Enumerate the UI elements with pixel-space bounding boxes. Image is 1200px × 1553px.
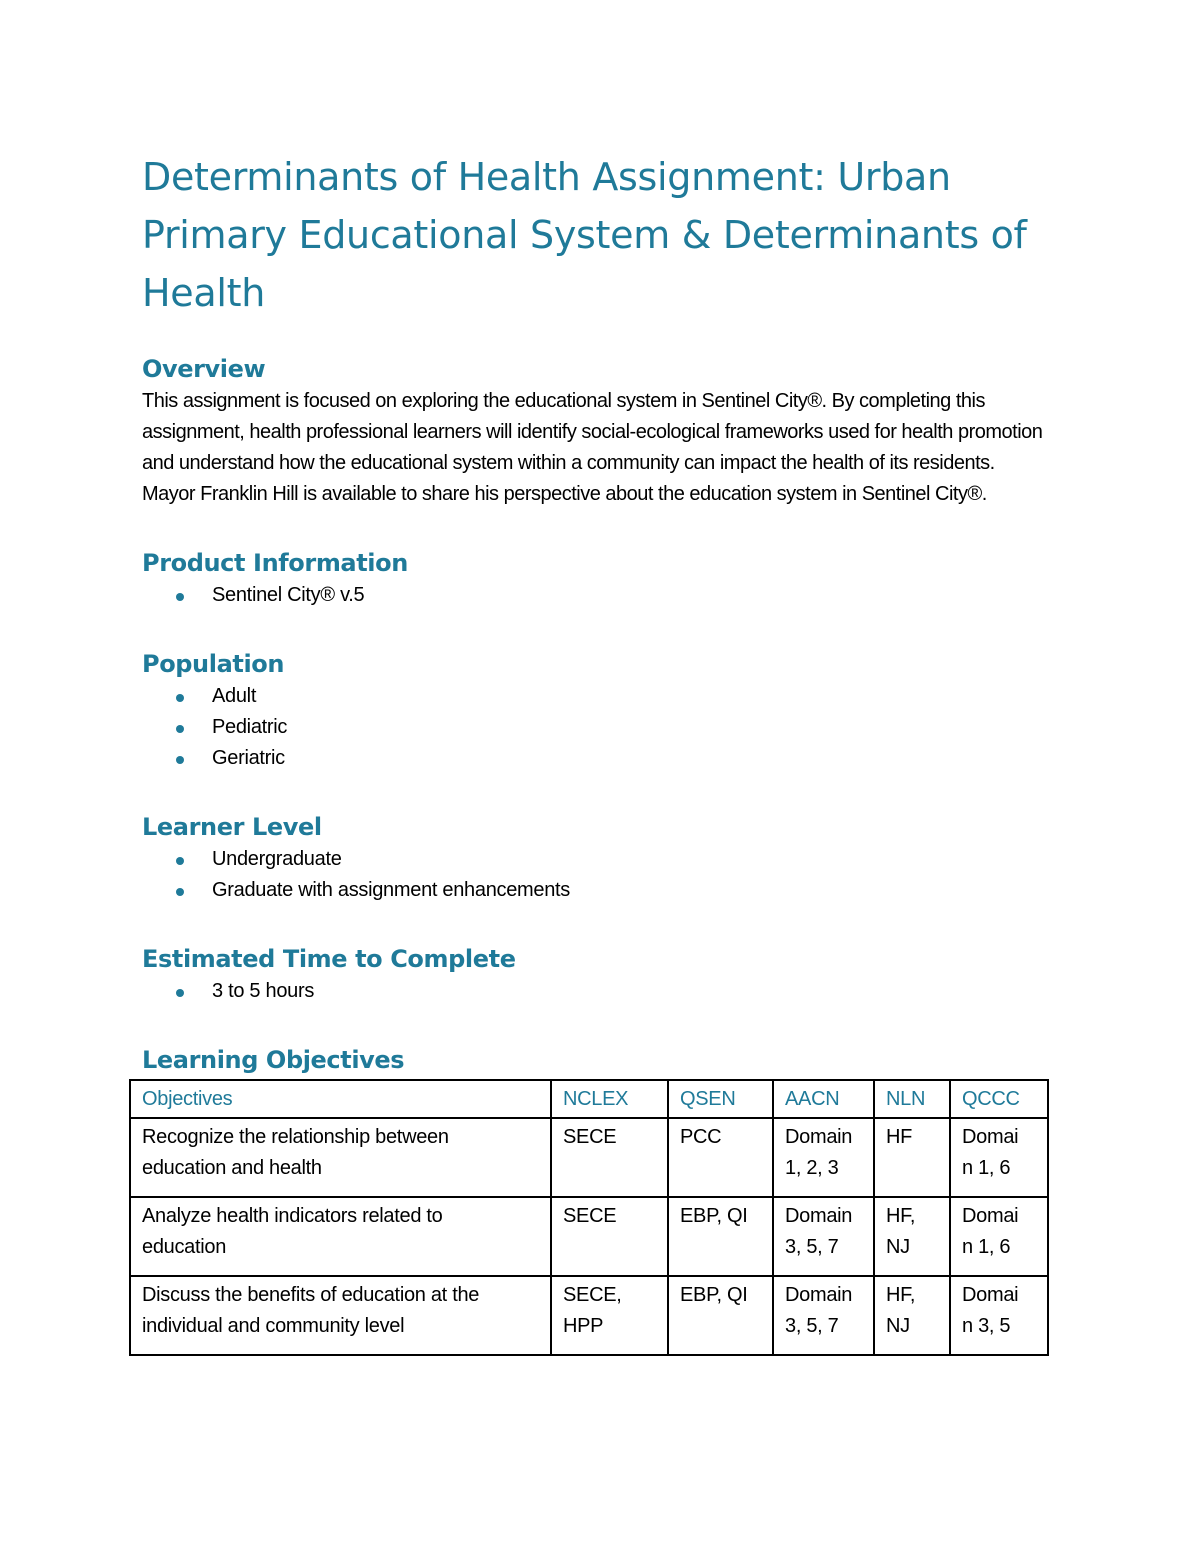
- list-item: [142, 681, 1052, 712]
- cell-text: EBP, QI: [680, 1205, 748, 1227]
- qsen-cell: [668, 1276, 773, 1355]
- objective-cell: [130, 1118, 551, 1197]
- product-item-text: Sentinel City® v.5: [212, 584, 365, 606]
- nln-cell: [874, 1118, 950, 1197]
- bullet-icon: [176, 756, 184, 764]
- cell-text: n 1, 6: [962, 1236, 1011, 1258]
- cell-text: Domai: [962, 1205, 1019, 1227]
- table-row: [130, 1276, 1048, 1355]
- cell-text: education and health: [142, 1157, 322, 1179]
- objective-cell: [130, 1197, 551, 1276]
- cell-text: NJ: [886, 1236, 910, 1258]
- list-item: [142, 844, 1052, 875]
- column-header-nclex: NCLEX: [551, 1080, 668, 1118]
- column-header-objectives: Objectives: [130, 1080, 551, 1118]
- population-heading: Population: [142, 650, 285, 678]
- cell-text: SECE: [563, 1126, 617, 1148]
- cell-text: 1, 2, 3: [785, 1157, 839, 1179]
- learning-objectives-heading: Learning Objectives: [142, 1046, 405, 1074]
- cell-text: HF: [886, 1126, 913, 1148]
- cell-text: HPP: [563, 1315, 604, 1337]
- estimated-time-item-text: 3 to 5 hours: [212, 980, 315, 1002]
- cell-text: HF,: [886, 1205, 916, 1227]
- aacn-cell: [773, 1276, 874, 1355]
- aacn-cell: [773, 1197, 874, 1276]
- cell-text: Domai: [962, 1126, 1019, 1148]
- column-header-qccc: QCCC: [950, 1080, 1048, 1118]
- title-line-3: Health: [142, 271, 265, 315]
- column-header-nln: NLN: [874, 1080, 950, 1118]
- table-row: [130, 1197, 1048, 1276]
- bullet-icon: [176, 989, 184, 997]
- aacn-cell: [773, 1118, 874, 1197]
- cell-text: Discuss the benefits of education at the: [142, 1284, 480, 1306]
- cell-text: 3, 5, 7: [785, 1236, 839, 1258]
- overview-heading: Overview: [142, 355, 266, 383]
- list-item: [142, 712, 1052, 743]
- list-item: [142, 580, 1052, 611]
- product-information-heading: Product Information: [142, 549, 408, 577]
- list-item: [142, 976, 1052, 1007]
- table-header-row: [130, 1080, 1048, 1118]
- objective-cell: [130, 1276, 551, 1355]
- table-row: [130, 1118, 1048, 1197]
- population-item-text: Pediatric: [212, 716, 288, 738]
- qsen-cell: [668, 1197, 773, 1276]
- learner-level-item-text: Graduate with assignment enhancements: [212, 879, 571, 901]
- cell-text: n 3, 5: [962, 1315, 1011, 1337]
- nclex-cell: [551, 1276, 668, 1355]
- cell-text: HF,: [886, 1284, 916, 1306]
- cell-text: n 1, 6: [962, 1157, 1011, 1179]
- bullet-icon: [176, 694, 184, 702]
- population-item-text: Adult: [212, 685, 257, 707]
- cell-text: PCC: [680, 1126, 722, 1148]
- cell-text: education: [142, 1236, 227, 1258]
- column-header-aacn: AACN: [773, 1080, 874, 1118]
- qsen-cell: [668, 1118, 773, 1197]
- nclex-cell: [551, 1197, 668, 1276]
- document-page: [142, 148, 1052, 1356]
- overview-paragraph: This assignment is focused on exploring the educational system in Sentinel City®. By completing this assignment, health professional learners will identify social-ecological frameworks used for health promotion and understand how the educational system within a community can impact the health of its residents. Mayor Franklin Hill is available to share his perspective about the education system in Sentinel City®.: [142, 390, 1043, 505]
- cell-text: Analyze health indicators related to: [142, 1205, 443, 1227]
- cell-text: individual and community level: [142, 1315, 405, 1337]
- learner-level-item-text: Undergraduate: [212, 848, 342, 870]
- estimated-time-heading: Estimated Time to Complete: [142, 945, 516, 973]
- learner-level-list: [142, 844, 1052, 906]
- qccc-cell: [950, 1118, 1048, 1197]
- estimated-time-list: [142, 976, 1052, 1007]
- list-item: [142, 743, 1052, 774]
- bullet-icon: [176, 593, 184, 601]
- population-item-text: Geriatric: [212, 747, 285, 769]
- bullet-icon: [176, 725, 184, 733]
- nclex-cell: [551, 1118, 668, 1197]
- qccc-cell: [950, 1276, 1048, 1355]
- cell-text: NJ: [886, 1315, 910, 1337]
- cell-text: SECE: [563, 1205, 617, 1227]
- cell-text: Domain: [785, 1284, 853, 1306]
- list-item: [142, 875, 1052, 906]
- title-line-1: Determinants of Health Assignment: Urban: [142, 155, 951, 199]
- nln-cell: [874, 1276, 950, 1355]
- title-line-2: Primary Educational System & Determinants of: [142, 213, 1027, 257]
- product-information-list: [142, 580, 1052, 611]
- cell-text: Domai: [962, 1284, 1019, 1306]
- cell-text: SECE,: [563, 1284, 622, 1306]
- population-list: [142, 681, 1052, 774]
- cell-text: 3, 5, 7: [785, 1315, 839, 1337]
- bullet-icon: [176, 888, 184, 896]
- nln-cell: [874, 1197, 950, 1276]
- qccc-cell: [950, 1197, 1048, 1276]
- learner-level-heading: Learner Level: [142, 813, 322, 841]
- column-header-qsen: QSEN: [668, 1080, 773, 1118]
- cell-text: Domain: [785, 1126, 853, 1148]
- learning-objectives-table: [129, 1079, 1049, 1356]
- cell-text: Recognize the relationship between: [142, 1126, 449, 1148]
- cell-text: EBP, QI: [680, 1284, 748, 1306]
- bullet-icon: [176, 857, 184, 865]
- cell-text: Domain: [785, 1205, 853, 1227]
- document-title: [142, 148, 1052, 322]
